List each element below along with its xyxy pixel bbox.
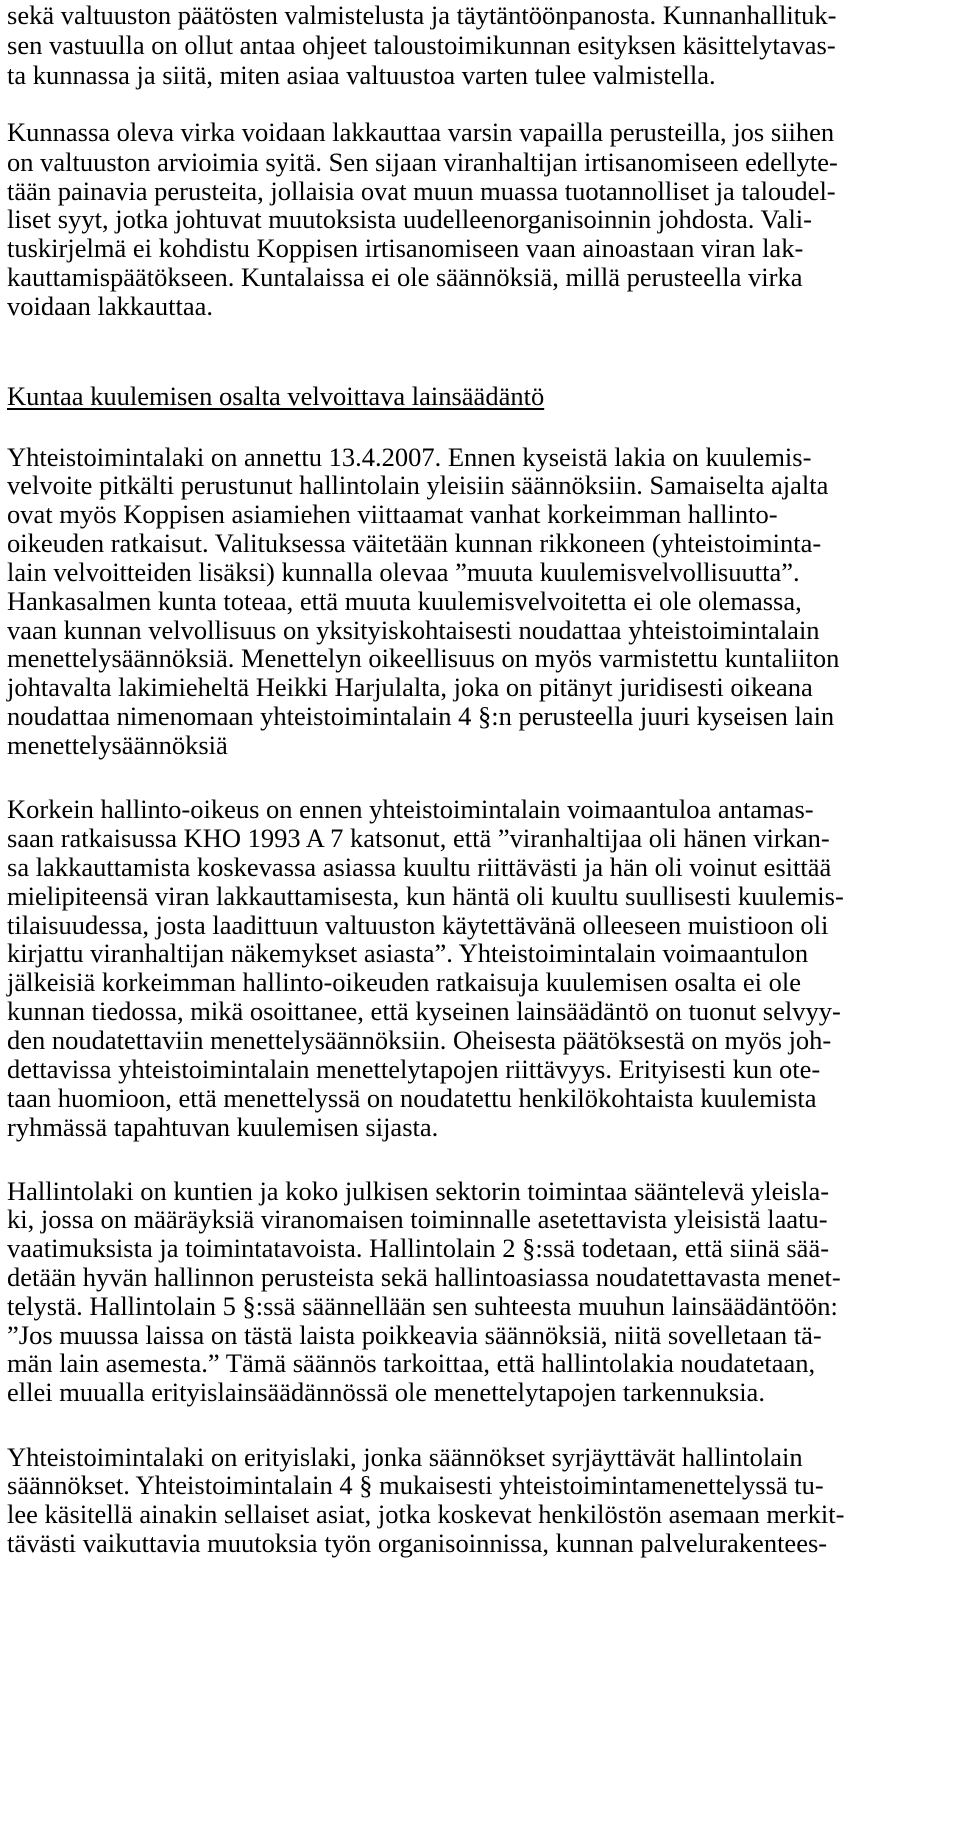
text-line: lain velvoitteiden lisäksi) kunnalla olevaa ”muuta kuulemisvelvollisuutta”. [7,557,800,587]
text-line: säännökset. Yhteistoimintalain 4 § mukaisesti yhteistoimintamenettelyssä tu- [7,1470,824,1500]
text-line: kauttamispäätökseen. Kuntalaissa ei ole säännöksiä, millä perusteella virka [7,262,803,292]
text-line: sen vastuulla on ollut antaa ohjeet taloustoimikunnan esityksen käsittelytavas- [7,30,836,60]
text-line: jälkeisiä korkeimman hallinto-oikeuden ratkaisuja kuulemisen osalta ei ole [7,967,802,997]
text-line: lee käsitellä ainakin sellaiset asiat, jotka koskevat henkilöstön asemaan merkit- [7,1499,845,1529]
text-line: ki, jossa on määräyksiä viranomaisen toiminnalle asetettavista yleisistä laatu- [7,1204,828,1234]
text-line: tään painavia perusteita, jollaisia ovat muun muassa tuotannolliset ja taloudel- [7,176,836,206]
text-line: Hankasalmen kunta toteaa, että muuta kuulemisvelvoitetta ei ole olemassa, [7,586,802,616]
text-line: on valtuuston arvioimia syitä. Sen sijaan viranhaltijan irtisanomiseen edellyte- [7,147,838,177]
text-line: tilaisuudessa, josta laadittuun valtuuston käytettävänä olleeseen muistioon oli [7,910,829,940]
text-line: taan huomioon, että menettelyssä on noudatettu henkilökohtaista kuulemista [7,1083,817,1113]
text-line: den noudatettaviin menettelysäännöksiin. Oheisesta päätöksestä on myös joh- [7,1025,832,1055]
text-line: menettelysäännöksiä [7,730,228,760]
text-line: dettavissa yhteistoimintalain menettelytapojen riittävyys. Erityisesti kun ote- [7,1054,821,1084]
text-line: ryhmässä tapahtuvan kuulemisen sijasta. [7,1112,439,1142]
text-line: noudattaa nimenomaan yhteistoimintalain 4 §:n perusteella juuri kyseisen lain [7,701,835,731]
text-line: vaatimuksista ja toimintatavoista. Hallintolain 2 §:ssä todetaan, että siinä sää- [7,1233,830,1263]
text-line: sa lakkauttamista koskevassa asiassa kuultu riittävästi ja hän oli voinut esittää [7,852,832,882]
text-line: Hallintolaki on kuntien ja koko julkisen sektorin toimintaa sääntelevä yleisla- [7,1176,830,1206]
text-line: Yhteistoimintalaki on erityislaki, jonka säännökset syrjäyttävät hallintolain [7,1442,803,1472]
text-line: män lain asemesta.” Tämä säännös tarkoittaa, että hallintolakia noudatetaan, [7,1348,816,1378]
text-line: liset syyt, jotka johtuvat muutoksista uudelleenorganisoinnin johdosta. Vali- [7,204,812,234]
text-line: ellei muualla erityislainsäädännössä ole menettelytapojen tarkennuksia. [7,1377,765,1407]
text-line: ”Jos muussa laissa on tästä laista poikkeavia säännöksiä, niitä sovelletaan tä- [7,1320,822,1350]
text-line: menettelysäännöksiä. Menettelyn oikeellisuus on myös varmistettu kuntaliiton [7,643,840,673]
text-line: tuskirjelmä ei kohdistu Koppisen irtisanomiseen vaan ainoastaan viran lak- [7,233,804,263]
text-line: kunnan tiedossa, mikä osoittanee, että kyseinen lainsäädäntö on tuonut selvyy- [7,996,841,1026]
section-heading: Kuntaa kuulemisen osalta velvoittava lainsäädäntö [7,381,545,411]
text-line: vaan kunnan velvollisuus on yksityiskohtaisesti noudattaa yhteistoimintalain [7,615,820,645]
text-line: ovat myös Koppisen asiamiehen viittaamat vanhat korkeimman hallinto- [7,499,778,529]
text-line: telystä. Hallintolain 5 §:ssä säännellään sen suhteesta muuhun lainsäädäntöön: [7,1291,838,1321]
text-line: tävästi vaikuttavia muutoksia työn organisoinnissa, kunnan palvelurakentees- [7,1528,828,1558]
text-line: sekä valtuuston päätösten valmistelusta ja täytäntöönpanosta. Kunnanhallituk- [7,0,837,30]
text-line: velvoite pitkälti perustunut hallintolain yleisiin säännöksiin. Samaiselta ajalta [7,470,829,500]
text-line: Yhteistoimintalaki on annettu 13.4.2007. Ennen kyseistä lakia on kuulemis- [7,442,812,472]
text-line: oikeuden ratkaisut. Valituksessa väitetään kunnan rikkoneen (yhteistoiminta- [7,528,822,558]
text-line: Kunnassa oleva virka voidaan lakkauttaa varsin vapailla perusteilla, jos siihen [7,117,835,147]
text-line: johtavalta lakimieheltä Heikki Harjulalta, joka on pitänyt juridisesti oikeana [7,672,813,702]
text-line: mielipiteensä viran lakkauttamisesta, kun häntä oli kuultu suullisesti kuulemis- [7,881,844,911]
text-line: ta kunnassa ja siitä, miten asiaa valtuustoa varten tulee valmistella. [7,60,716,90]
text-line: saan ratkaisussa KHO 1993 A 7 katsonut, että ”viranhaltijaa oli hänen virkan- [7,823,830,853]
text-line: detään hyvän hallinnon perusteista sekä hallintoasiassa noudatettavasta menet- [7,1262,841,1292]
text-line: Korkein hallinto-oikeus on ennen yhteistoimintalain voimaantuloa antamas- [7,794,814,824]
text-line: voidaan lakkauttaa. [7,291,214,321]
text-line: kirjattu viranhaltijan näkemykset asiasta”. Yhteistoimintalain voimaantulon [7,938,809,968]
